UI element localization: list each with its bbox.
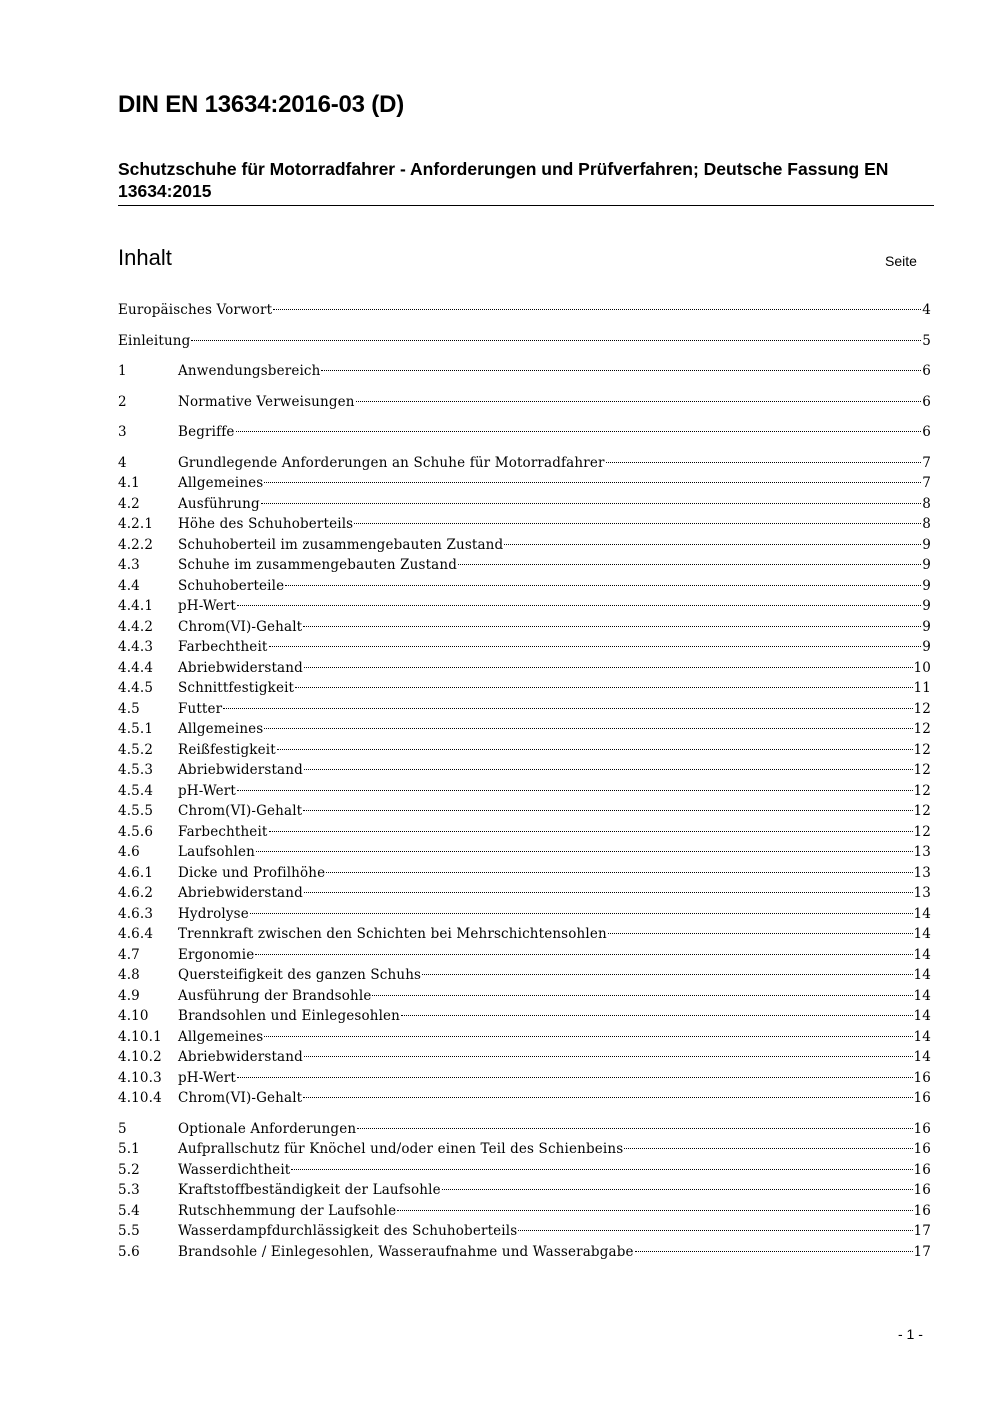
dot-leader — [285, 584, 921, 586]
dot-leader — [356, 400, 922, 402]
toc-entry-number: 4.4.1 — [118, 598, 154, 614]
dot-leader — [422, 973, 912, 975]
dot-leader — [606, 461, 922, 463]
toc-entry[interactable] — [118, 742, 931, 763]
toc-entry-label: pH-Wert — [178, 1069, 236, 1086]
table-of-contents — [118, 302, 931, 1264]
toc-entry[interactable] — [118, 885, 931, 906]
toc-entry-label: Ausführung der Brandsohle — [178, 987, 372, 1004]
toc-entry-number: 4.10.2 — [118, 1049, 162, 1065]
toc-entry-page: 13 — [913, 844, 931, 860]
dot-leader — [321, 369, 921, 371]
toc-entry-page: 9 — [922, 618, 931, 635]
toc-entry-label: Futter — [178, 700, 223, 717]
toc-entry-label: Reißfestigkeit — [178, 741, 276, 758]
toc-entry[interactable] — [118, 1244, 931, 1265]
dot-leader — [237, 1076, 913, 1078]
toc-entry-number: 2 — [118, 393, 127, 410]
toc-entry-number: 5.4 — [118, 1202, 140, 1219]
toc-entry-label: Optionale Anforderungen — [178, 1120, 357, 1137]
toc-entry[interactable] — [118, 1121, 931, 1142]
toc-entry-page: 14 — [913, 946, 931, 963]
toc-entry-page: 13 — [913, 885, 931, 901]
toc-entry-number: 4.5.6 — [118, 823, 154, 840]
toc-entry-label: pH-Wert — [178, 782, 236, 799]
toc-heading: Inhalt — [118, 245, 172, 270]
toc-entry-label: Chrom(VI)-Gehalt — [178, 618, 303, 635]
toc-entry-label: Rutschhemmung der Laufsohle — [178, 1202, 397, 1219]
toc-entry-page: 12 — [913, 782, 931, 799]
toc-entry-label: Allgemeines — [178, 475, 264, 491]
document-id: DIN EN 13634:2016-03 (D) — [118, 91, 405, 118]
toc-entry-page: 12 — [913, 741, 931, 758]
toc-entry-number: 5.5 — [118, 1223, 140, 1239]
toc-entry-label: Laufsohlen — [178, 844, 255, 860]
toc-entry[interactable] — [118, 394, 931, 415]
toc-entry-label: Dicke und Profilhöhe — [178, 864, 326, 881]
toc-entry[interactable] — [118, 660, 931, 681]
toc-entry-page: 12 — [913, 803, 931, 819]
toc-entry-number: 4.3 — [118, 557, 140, 573]
toc-entry-page: 16 — [913, 1069, 931, 1086]
toc-entry-page: 5 — [922, 332, 931, 349]
toc-entry-page: 12 — [913, 823, 931, 840]
toc-entry-label: Wasserdampfdurchlässigkeit des Schuhoberteils — [178, 1223, 518, 1239]
dot-leader — [304, 666, 913, 668]
toc-entry[interactable] — [118, 619, 931, 640]
toc-entry-number: 5.1 — [118, 1141, 140, 1157]
toc-entry-page: 12 — [913, 762, 931, 778]
dot-leader — [304, 891, 913, 893]
toc-entry-page: 14 — [913, 987, 931, 1004]
toc-entry[interactable] — [118, 557, 931, 578]
toc-entry-number: 4.10.4 — [118, 1090, 162, 1106]
toc-entry[interactable] — [118, 1008, 931, 1029]
toc-entry-page: 6 — [922, 424, 931, 440]
toc-entry-page: 12 — [913, 721, 931, 737]
toc-entry-page: 17 — [913, 1223, 931, 1239]
toc-entry-page: 16 — [913, 1141, 931, 1157]
dot-leader — [401, 1014, 912, 1016]
toc-entry[interactable] — [118, 537, 931, 558]
toc-entry-label: Ausführung — [178, 495, 260, 512]
toc-entry-number: 4.5.3 — [118, 762, 154, 778]
toc-entry-page: 14 — [913, 926, 931, 942]
toc-entry-page: 6 — [922, 363, 931, 379]
toc-entry-page: 16 — [913, 1161, 931, 1178]
toc-entry-number: 4.6.1 — [118, 864, 154, 881]
dot-leader — [256, 850, 913, 852]
dot-leader — [326, 871, 912, 873]
dot-leader — [237, 604, 921, 606]
toc-entry-label: Hydrolyse — [178, 905, 249, 922]
toc-entry[interactable] — [118, 578, 931, 599]
dot-leader — [303, 809, 912, 811]
dot-leader — [504, 543, 921, 545]
toc-entry-number: 3 — [118, 424, 127, 440]
toc-entry[interactable] — [118, 1029, 931, 1050]
toc-entry[interactable] — [118, 926, 931, 947]
toc-entry-label: Abriebwiderstand — [178, 762, 303, 778]
toc-entry-label: Brandsohle / Einlegesohlen, Wasseraufnahme und Wasserabgabe — [178, 1243, 634, 1260]
dot-leader — [303, 625, 921, 627]
toc-entry-number: 4.5.4 — [118, 782, 154, 799]
toc-entry-number: 4.5.2 — [118, 741, 154, 758]
toc-entry-number: 4.4.5 — [118, 680, 154, 696]
toc-entry-page: 13 — [913, 864, 931, 881]
document-title: Schutzschuhe für Motorradfahrer - Anforderungen und Prüfverfahren; Deutsche Fassung EN 13634:2015 — [118, 159, 889, 201]
toc-entry-label: Schnittfestigkeit — [178, 680, 295, 696]
toc-entry-label: Kraftstoffbeständigkeit der Laufsohle — [178, 1182, 441, 1198]
toc-entry-page: 10 — [913, 659, 931, 676]
toc-entry[interactable] — [118, 762, 931, 783]
toc-entry-page: 11 — [913, 680, 931, 696]
dot-leader — [372, 994, 912, 996]
toc-entry[interactable] — [118, 844, 931, 865]
toc-entry-page: 14 — [913, 1028, 931, 1045]
toc-entry[interactable] — [118, 803, 931, 824]
toc-entry[interactable] — [118, 455, 931, 476]
toc-entry-label: Farbechtheit — [178, 639, 268, 655]
toc-entry[interactable] — [118, 824, 931, 845]
toc-entry-number: 4.2.1 — [118, 516, 154, 532]
toc-entry[interactable] — [118, 1162, 931, 1183]
toc-entry[interactable] — [118, 947, 931, 968]
toc-entry[interactable] — [118, 1070, 931, 1091]
dot-leader — [304, 1055, 913, 1057]
toc-entry-number: 5.3 — [118, 1182, 140, 1198]
dot-leader — [255, 953, 912, 955]
toc-entry-page: 9 — [922, 598, 931, 614]
toc-entry-label: Begriffe — [178, 424, 235, 440]
dot-leader — [354, 522, 921, 524]
toc-entry[interactable] — [118, 865, 931, 886]
toc-entry[interactable] — [118, 516, 931, 537]
toc-entry-page: 8 — [922, 495, 931, 512]
toc-entry-number: 4.6.2 — [118, 885, 154, 901]
dot-leader — [357, 1127, 912, 1129]
toc-entry-page: 9 — [922, 577, 931, 594]
title-divider — [118, 205, 934, 206]
toc-entry-page: 7 — [922, 454, 931, 471]
toc-entry-page: 16 — [913, 1120, 931, 1137]
toc-entry-number: 5 — [118, 1120, 127, 1137]
toc-entry-number: 4.5.5 — [118, 803, 154, 819]
toc-entry[interactable] — [118, 1182, 931, 1203]
toc-entry-label: Schuhe im zusammengebauten Zustand — [178, 557, 457, 573]
toc-entry-label: Allgemeines — [178, 721, 264, 737]
toc-entry[interactable] — [118, 496, 931, 517]
toc-entry-number: 4.2.2 — [118, 536, 154, 553]
toc-entry-page: 6 — [922, 393, 931, 410]
page-number: - 1 - — [898, 1326, 923, 1342]
toc-entry-number: 4.4.2 — [118, 618, 154, 635]
toc-entry-number: 4.6.3 — [118, 905, 154, 922]
toc-entry-number: 4.4 — [118, 577, 140, 594]
dot-leader — [442, 1188, 913, 1190]
toc-entry-number: 4.10 — [118, 1008, 149, 1024]
toc-entry-page: 17 — [913, 1243, 931, 1260]
dot-leader — [269, 645, 922, 647]
dot-leader — [518, 1229, 912, 1231]
toc-entry[interactable] — [118, 680, 931, 701]
dot-leader — [250, 912, 913, 914]
toc-entry[interactable] — [118, 721, 931, 742]
toc-entry-page: 9 — [922, 557, 931, 573]
toc-entry-label: Abriebwiderstand — [178, 659, 303, 676]
dot-leader — [397, 1209, 912, 1211]
toc-entry-number: 4.9 — [118, 987, 140, 1004]
toc-entry-number: 5.6 — [118, 1243, 140, 1260]
toc-entry-label: Trennkraft zwischen den Schichten bei Mehrschichtensohlen — [178, 926, 607, 942]
toc-entry-page: 12 — [913, 700, 931, 717]
toc-entry-label: Ergonomie — [178, 946, 255, 963]
toc-entry-number: 4.6 — [118, 844, 140, 860]
toc-entry-label: Einleitung — [118, 332, 191, 349]
toc-entry-label: Wasserdichtheit — [178, 1161, 291, 1178]
toc-entry-page: 9 — [922, 639, 931, 655]
dot-leader — [264, 1035, 912, 1037]
dot-leader — [624, 1147, 912, 1149]
dot-leader — [303, 1096, 912, 1098]
dot-leader — [295, 686, 912, 688]
toc-entry-number: 1 — [118, 363, 127, 379]
toc-entry-page: 16 — [913, 1202, 931, 1219]
toc-entry-label: Höhe des Schuhoberteils — [178, 516, 354, 532]
dot-leader — [237, 789, 913, 791]
toc-entry[interactable] — [118, 1141, 931, 1162]
toc-entry-number: 4.6.4 — [118, 926, 154, 942]
dot-leader — [269, 830, 913, 832]
toc-entry-number: 4.10.3 — [118, 1069, 162, 1086]
toc-entry-page: 14 — [913, 905, 931, 922]
toc-entry-label: Farbechtheit — [178, 823, 268, 840]
toc-entry[interactable] — [118, 701, 931, 722]
toc-entry-number: 4.10.1 — [118, 1028, 162, 1045]
dot-leader — [291, 1168, 912, 1170]
toc-entry-label: pH-Wert — [178, 598, 236, 614]
toc-entry-number: 4 — [118, 454, 127, 471]
toc-entry[interactable] — [118, 363, 931, 384]
toc-entry-page: 14 — [913, 967, 931, 983]
dot-leader — [458, 563, 921, 565]
toc-entry-label: Brandsohlen und Einlegesohlen — [178, 1008, 401, 1024]
dot-leader — [264, 481, 921, 483]
toc-entry[interactable] — [118, 639, 931, 660]
toc-entry-label: Allgemeines — [178, 1028, 264, 1045]
dot-leader — [191, 339, 921, 341]
toc-entry-label: Schuhoberteile — [178, 577, 285, 594]
toc-entry-label: Chrom(VI)-Gehalt — [178, 803, 303, 819]
toc-entry-page: 14 — [913, 1008, 931, 1024]
toc-entry[interactable] — [118, 1049, 931, 1070]
toc-entry[interactable] — [118, 1090, 931, 1111]
toc-entry[interactable] — [118, 967, 931, 988]
toc-entry[interactable] — [118, 988, 931, 1009]
dot-leader — [236, 430, 922, 432]
toc-entry-number: 4.8 — [118, 967, 140, 983]
toc-entry[interactable] — [118, 598, 931, 619]
toc-entry-page: 7 — [922, 475, 931, 491]
toc-entry-label: Normative Verweisungen — [178, 393, 355, 410]
dot-leader — [608, 932, 913, 934]
dot-leader — [635, 1250, 913, 1252]
dot-leader — [223, 707, 912, 709]
dot-leader — [304, 768, 913, 770]
toc-entry-page: 16 — [913, 1090, 931, 1106]
toc-entry-label: Anwendungsbereich — [178, 363, 321, 379]
toc-entry[interactable] — [118, 1223, 931, 1244]
toc-entry[interactable] — [118, 783, 931, 804]
page-column-label: Seite — [885, 253, 917, 269]
toc-entry-label: Abriebwiderstand — [178, 885, 303, 901]
toc-entry-number: 4.1 — [118, 475, 140, 491]
toc-entry-page: 14 — [913, 1049, 931, 1065]
toc-entry[interactable] — [118, 424, 931, 445]
toc-entry-page: 8 — [922, 516, 931, 532]
toc-entry-page: 16 — [913, 1182, 931, 1198]
toc-entry-number: 4.2 — [118, 495, 140, 512]
dot-leader — [264, 727, 912, 729]
toc-entry-number: 4.7 — [118, 946, 140, 963]
toc-entry-label: Abriebwiderstand — [178, 1049, 303, 1065]
toc-entry-number: 4.5 — [118, 700, 140, 717]
toc-entry-page: 4 — [922, 302, 931, 318]
toc-entry-number: 4.4.4 — [118, 659, 154, 676]
toc-entry-page: 9 — [922, 536, 931, 553]
toc-entry[interactable] — [118, 333, 931, 354]
dot-leader — [261, 502, 922, 504]
toc-entry[interactable] — [118, 1203, 931, 1224]
toc-entry-label: Europäisches Vorwort — [118, 302, 273, 318]
toc-entry-number: 4.4.3 — [118, 639, 154, 655]
toc-entry-label: Quersteifigkeit des ganzen Schuhs — [178, 967, 422, 983]
toc-entry[interactable] — [118, 906, 931, 927]
toc-entry-number: 5.2 — [118, 1161, 140, 1178]
toc-entry-label: Schuhoberteil im zusammengebauten Zustand — [178, 536, 504, 553]
toc-entry[interactable] — [118, 475, 931, 496]
dot-leader — [273, 308, 921, 310]
toc-entry-label: Chrom(VI)-Gehalt — [178, 1090, 303, 1106]
dot-leader — [277, 748, 913, 750]
toc-entry-label: Grundlegende Anforderungen an Schuhe für Motorradfahrer — [178, 454, 605, 471]
toc-entry[interactable] — [118, 302, 931, 323]
toc-entry-label: Aufprallschutz für Knöchel und/oder einen Teil des Schienbeins — [178, 1141, 624, 1157]
toc-entry-number: 4.5.1 — [118, 721, 154, 737]
